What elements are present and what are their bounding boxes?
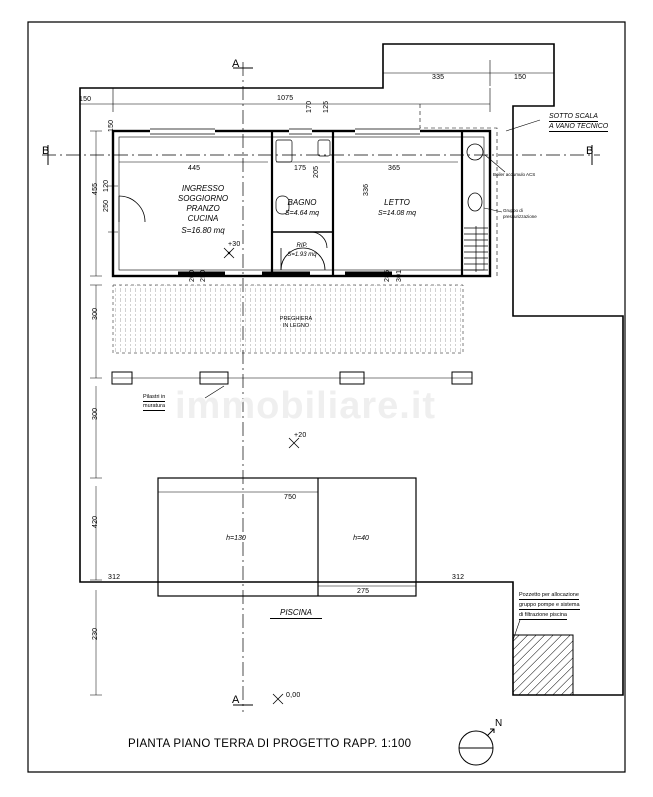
dim-top-1075: 1075 bbox=[277, 95, 294, 102]
annotation-pozzetto-1: Pozzetto per allocazione bbox=[519, 592, 579, 598]
room-area-bath: S=4.64 mq bbox=[284, 210, 320, 217]
dim-250: 250 bbox=[103, 199, 110, 212]
annotation-gruppo-2: pressurizzazione bbox=[503, 214, 537, 219]
dim-right-312: 312 bbox=[452, 574, 465, 581]
watermark: immobiliare.it bbox=[175, 385, 437, 427]
annotation-pozzetto-3: di filtrazione piscina bbox=[519, 612, 567, 618]
level-marker-00: 0,00 bbox=[286, 692, 301, 699]
dim-120: 120 bbox=[103, 179, 110, 192]
room-label-bath: BAGNO bbox=[287, 198, 317, 207]
annotation-pilastri-1: Pilastri in bbox=[143, 394, 166, 400]
decking-label-1: PREGHIERA bbox=[279, 316, 313, 322]
room-area-living: S=16.80 mq bbox=[181, 226, 225, 235]
dim-455: 455 bbox=[92, 182, 99, 195]
dim-301: 301 bbox=[396, 269, 403, 282]
dim-left-150b: 150 bbox=[108, 119, 115, 132]
level-marker-20: +20 bbox=[294, 432, 307, 439]
dim-left-312: 312 bbox=[108, 574, 121, 581]
dim-300: 300 bbox=[92, 307, 99, 320]
dim-125: 125 bbox=[323, 100, 330, 113]
room-area-bed: S=14.08 mq bbox=[378, 210, 416, 217]
dim-285: 285 bbox=[384, 269, 391, 282]
dim-175: 175 bbox=[294, 165, 307, 172]
dim-300b: 300 bbox=[92, 407, 99, 420]
dim-365: 365 bbox=[388, 165, 401, 172]
annotation-pozzetto-2: gruppo pompe e sistema bbox=[519, 602, 580, 608]
annotation-sotto-scala-2: A VANO TECNICO bbox=[549, 123, 609, 130]
annotation-boiler: Boiler accumulo ACS bbox=[493, 172, 536, 177]
room-area-rip: S=1.93 mq bbox=[287, 252, 317, 258]
room-label-bed: LETTO bbox=[384, 198, 410, 207]
section-label-a-top: A bbox=[232, 58, 240, 70]
dim-445: 445 bbox=[188, 165, 201, 172]
section-label-b-left: B bbox=[42, 145, 50, 157]
decking-label-2: IN LEGNO bbox=[282, 323, 310, 329]
dim-420: 420 bbox=[92, 515, 99, 528]
room-label-living-1: INGRESSO bbox=[181, 184, 225, 193]
level-marker-30: +30 bbox=[228, 241, 241, 248]
dim-top-335: 335 bbox=[432, 74, 445, 81]
dim-205: 205 bbox=[313, 165, 320, 178]
dim-170: 170 bbox=[306, 100, 313, 113]
annotation-gruppo-1: Gruppo di bbox=[503, 208, 523, 213]
dim-750: 750 bbox=[284, 494, 297, 501]
drawing-title: PIANTA PIANO TERRA DI PROGETTO RAPP. 1:100 bbox=[128, 738, 412, 750]
room-label-living-4: CUCINA bbox=[187, 214, 219, 223]
annotation-pilastri-2: muratura bbox=[143, 403, 166, 409]
dim-top-150: 150 bbox=[514, 74, 527, 81]
pool-depth-40: h=40 bbox=[353, 535, 369, 542]
room-label-living-3: PRANZO bbox=[186, 204, 220, 213]
dim-200: 200 bbox=[189, 269, 196, 282]
dim-275: 275 bbox=[357, 588, 370, 595]
room-label-living-2: SOGGIORNO bbox=[177, 194, 229, 203]
north-label: N bbox=[495, 718, 503, 729]
dim-250b: 250 bbox=[200, 269, 207, 282]
section-label-a-bottom: A bbox=[232, 694, 240, 706]
room-label-rip: RIP. bbox=[296, 243, 308, 249]
pool-label: PISCINA bbox=[270, 608, 322, 619]
section-label-b-right: B bbox=[586, 145, 594, 157]
dim-left-150: 150 bbox=[79, 96, 92, 103]
annotation-sotto-scala-1: SOTTO SCALA bbox=[549, 113, 598, 120]
dim-230: 230 bbox=[92, 627, 99, 640]
dim-336: 336 bbox=[363, 183, 370, 196]
pool-depth-130: h=130 bbox=[226, 535, 246, 542]
